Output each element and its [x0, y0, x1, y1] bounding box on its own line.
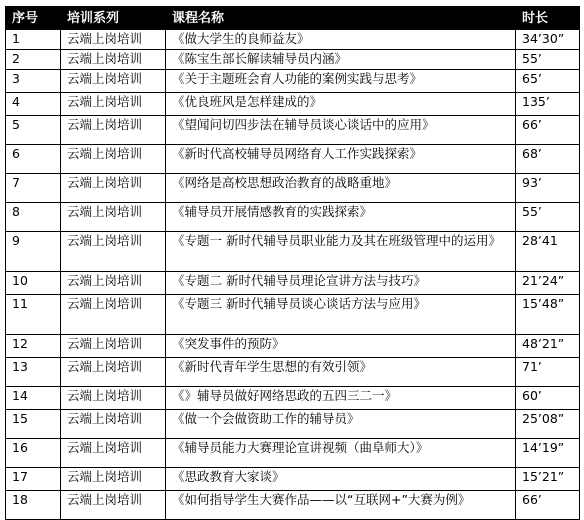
cell-duration: 14’19”	[516, 439, 580, 468]
table-row	[6, 232, 580, 272]
cell-duration: 15’48”	[516, 295, 580, 335]
table-row	[6, 468, 580, 491]
cell-index: 9	[6, 232, 61, 272]
cell-series: 云端上岗培训	[61, 335, 166, 358]
cell-duration: 71’	[516, 358, 580, 387]
cell-title: 《网络是高校思想政治教育的战略重地》	[166, 174, 516, 203]
table-row	[6, 116, 580, 145]
table-row	[6, 295, 580, 335]
cell-index: 8	[6, 203, 61, 232]
table-row	[6, 50, 580, 70]
cell-series: 云端上岗培训	[61, 116, 166, 145]
cell-title: 《专题三 新时代辅导员谈心谈话方法与应用》	[166, 295, 516, 335]
cell-duration: 21’24”	[516, 272, 580, 295]
table-row	[6, 358, 580, 387]
cell-index: 5	[6, 116, 61, 145]
table-row	[6, 387, 580, 410]
table-row	[6, 335, 580, 358]
cell-duration: 25’08”	[516, 410, 580, 439]
cell-title: 《》辅导员做好网络思政的五四三二一》	[166, 387, 516, 410]
cell-series: 云端上岗培训	[61, 468, 166, 491]
table-row	[6, 491, 580, 520]
cell-series: 云端上岗培训	[61, 410, 166, 439]
cell-title: 《突发事件的预防》	[166, 335, 516, 358]
cell-index: 13	[6, 358, 61, 387]
cell-index: 3	[6, 70, 61, 93]
table-row	[6, 30, 580, 50]
cell-series: 云端上岗培训	[61, 439, 166, 468]
cell-index: 1	[6, 30, 61, 50]
cell-title: 《陈宝生部长解读辅导员内涵》	[166, 50, 516, 70]
cell-series: 云端上岗培训	[61, 272, 166, 295]
header-index: 序号	[6, 7, 61, 30]
cell-index: 4	[6, 93, 61, 116]
cell-title: 《做一个会做资助工作的辅导员》	[166, 410, 516, 439]
cell-series: 云端上岗培训	[61, 93, 166, 116]
cell-duration: 93’	[516, 174, 580, 203]
cell-title: 《新时代青年学生思想的有效引领》	[166, 358, 516, 387]
header-duration: 时长	[516, 7, 580, 30]
cell-index: 18	[6, 491, 61, 520]
table-row	[6, 70, 580, 93]
cell-series: 云端上岗培训	[61, 387, 166, 410]
cell-index: 6	[6, 145, 61, 174]
cell-title: 《辅导员能力大赛理论宣讲视频（曲阜师大）》	[166, 439, 516, 468]
cell-duration: 55’	[516, 203, 580, 232]
cell-title: 《思政教育大家谈》	[166, 468, 516, 491]
cell-title: 《望闻问切四步法在辅导员谈心谈话中的应用》	[166, 116, 516, 145]
cell-series: 云端上岗培训	[61, 70, 166, 93]
cell-series: 云端上岗培训	[61, 358, 166, 387]
cell-duration: 48’21”	[516, 335, 580, 358]
cell-series: 云端上岗培训	[61, 491, 166, 520]
cell-index: 10	[6, 272, 61, 295]
header-series: 培训系列	[61, 7, 166, 30]
cell-title: 《优良班风是怎样建成的》	[166, 93, 516, 116]
cell-title: 《专题一 新时代辅导员职业能力及其在班级管理中的运用》	[166, 232, 516, 272]
cell-duration: 66’	[516, 116, 580, 145]
course-table	[5, 6, 580, 520]
cell-duration: 65’	[516, 70, 580, 93]
table-row	[6, 439, 580, 468]
table-row	[6, 174, 580, 203]
table-row	[6, 145, 580, 174]
cell-index: 16	[6, 439, 61, 468]
table-row	[6, 93, 580, 116]
cell-index: 11	[6, 295, 61, 335]
header-title: 课程名称	[166, 7, 516, 30]
cell-title: 《新时代高校辅导员网络育人工作实践探索》	[166, 145, 516, 174]
cell-duration: 55’	[516, 50, 580, 70]
table-row	[6, 203, 580, 232]
cell-title: 《辅导员开展情感教育的实践探索》	[166, 203, 516, 232]
cell-duration: 66’	[516, 491, 580, 520]
cell-duration: 60’	[516, 387, 580, 410]
cell-title: 《关于主题班会育人功能的案例实践与思考》	[166, 70, 516, 93]
cell-duration: 15’21”	[516, 468, 580, 491]
cell-series: 云端上岗培训	[61, 295, 166, 335]
table-row	[6, 410, 580, 439]
cell-title: 《做大学生的良师益友》	[166, 30, 516, 50]
cell-series: 云端上岗培训	[61, 30, 166, 50]
cell-index: 15	[6, 410, 61, 439]
header-row	[6, 7, 580, 30]
table-row	[6, 272, 580, 295]
cell-index: 12	[6, 335, 61, 358]
cell-duration: 34’30”	[516, 30, 580, 50]
cell-index: 7	[6, 174, 61, 203]
cell-index: 14	[6, 387, 61, 410]
cell-duration: 68’	[516, 145, 580, 174]
cell-series: 云端上岗培训	[61, 203, 166, 232]
cell-duration: 28’41	[516, 232, 580, 272]
cell-index: 2	[6, 50, 61, 70]
cell-title: 《专题二 新时代辅导员理论宣讲方法与技巧》	[166, 272, 516, 295]
cell-index: 17	[6, 468, 61, 491]
cell-series: 云端上岗培训	[61, 174, 166, 203]
cell-title: 《如何指导学生大赛作品——以“互联网+”大赛为例》	[166, 491, 516, 520]
cell-series: 云端上岗培训	[61, 50, 166, 70]
cell-duration: 135’	[516, 93, 580, 116]
cell-series: 云端上岗培训	[61, 145, 166, 174]
cell-series: 云端上岗培训	[61, 232, 166, 272]
